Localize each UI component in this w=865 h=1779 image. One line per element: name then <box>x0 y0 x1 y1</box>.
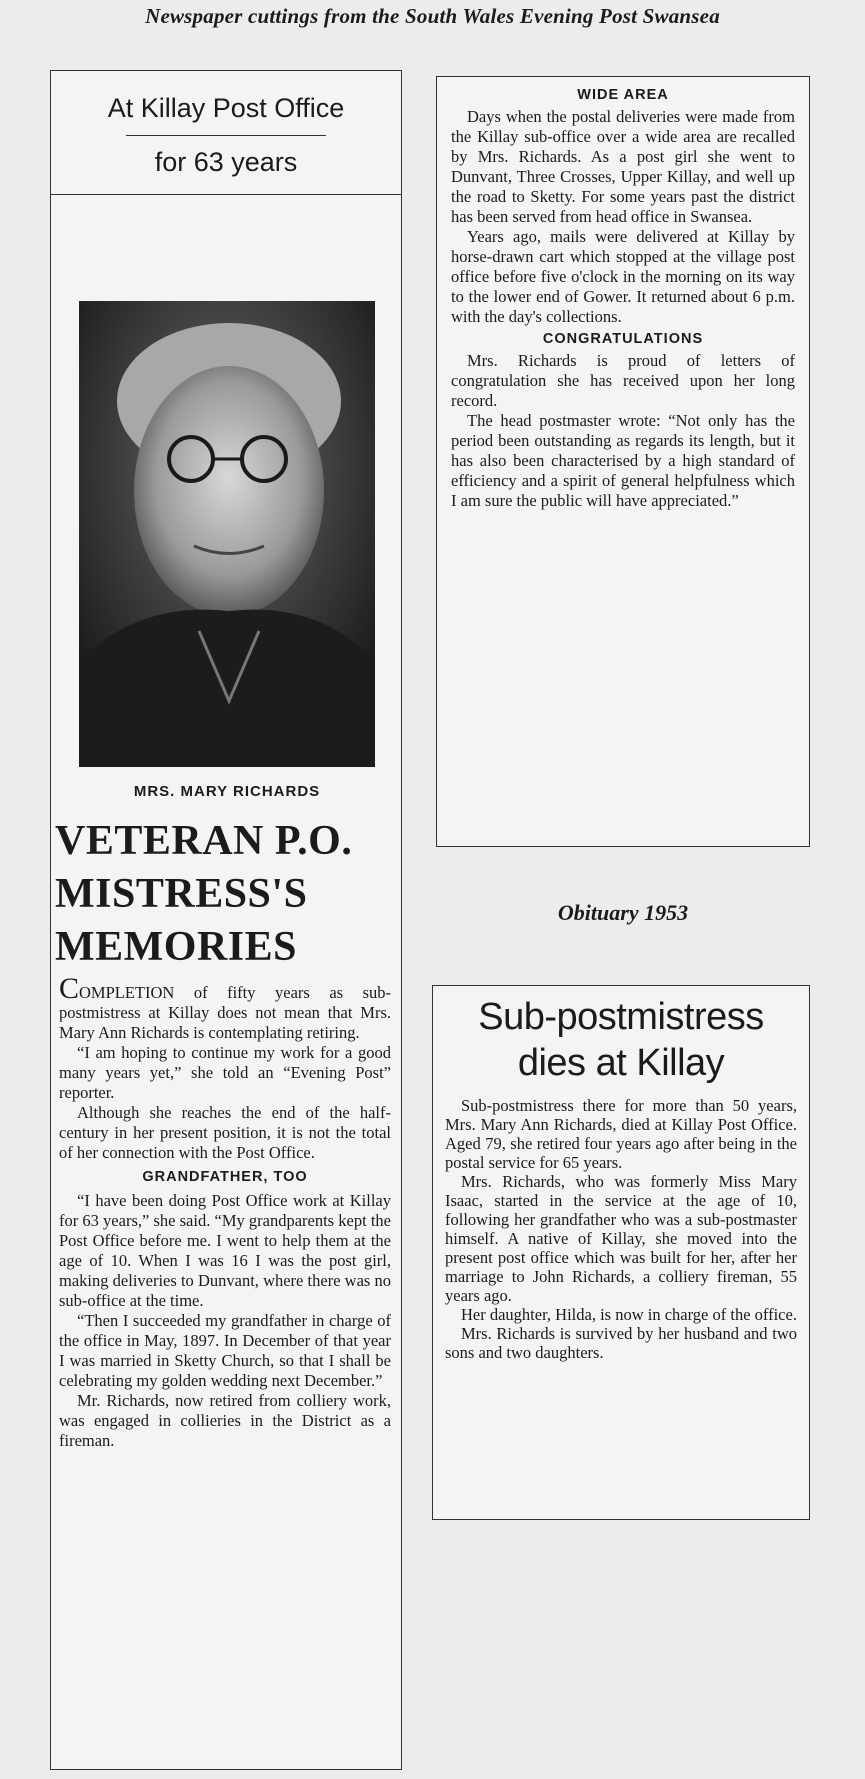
paragraph-text: OMPLETION of fifty years as sub-postmistress at Killay does not mean that Mrs. Mary Ann Richards is contemplating retiring. <box>59 983 391 1042</box>
title-box <box>51 71 401 195</box>
subheading: GRANDFATHER, TOO <box>142 1169 308 1185</box>
subheading: CONGRATULATIONS <box>542 331 704 347</box>
paragraph: The head postmaster wrote: “Not only has the period been outstanding as regards its length, but it has also been characterised by a high standard of efficiency and a spirit of general helpfulness which I am sure the public will have appreciated.” <box>451 411 795 510</box>
photo-caption: MRS. MARY RICHARDS <box>133 783 321 800</box>
obituary-title-line: Sub-postmistress <box>478 996 764 1038</box>
page-header: Newspaper cuttings from the South Wales Evening Post Swansea <box>145 4 720 28</box>
paragraph: Mrs. Richards is proud of letters of congratulation she has received upon her long record. <box>451 351 795 410</box>
paragraph: Her daughter, Hilda, is now in charge of the office. <box>461 1305 797 1324</box>
paragraph <box>59 972 391 1043</box>
cutting-obituary <box>432 985 810 1520</box>
paragraph: Mrs. Richards, who was formerly Miss Mary Isaac, started in the service at the age of 10, following her grandfather who was a sub-postmaster himself. A native of Killay, she moved into the present post office which was built for her, after her marriage to John Richards, a colliery fireman, 55 years ago. <box>445 1172 797 1305</box>
paragraph: “Then I succeeded my grandfather in charge of the office in May, 1897. In December of that year I was married in Sketty Church, so that I shall be celebrating my golden wedding next December.” <box>59 1311 391 1390</box>
cutting-subtitle: for 63 years <box>154 147 298 177</box>
cutting-veteran-po-mistress <box>50 70 402 1770</box>
portrait-photo <box>79 301 375 767</box>
paragraph: “I have been doing Post Office work at Killay for 63 years,” she said. “My grandparents kept the Post Office before me. I went to help them at the age of 10. When I was 16 I was the post girl, making deliveries to Dunvant, where there was no sub-office at the time. <box>59 1191 391 1310</box>
headline-line: MISTRESS'S <box>55 871 308 917</box>
headline-line: MEMORIES <box>55 924 298 970</box>
paragraph: “I am hoping to continue my work for a good many years yet,” she told an “Evening Post” reporter. <box>59 1043 391 1102</box>
article-body <box>59 972 391 1451</box>
headline-line: VETERAN P.O. <box>55 818 353 864</box>
paragraph: Years ago, mails were delivered at Killay by horse-drawn cart which stopped at the village post office before five o'clock in the morning on its way to the lower end of Gower. It returned about 6 p.m. with the day's collections. <box>451 227 795 326</box>
title-divider <box>126 135 326 136</box>
cutting-wide-area <box>436 76 810 847</box>
obituary-label: Obituary 1953 <box>557 900 689 925</box>
drop-cap: C <box>59 972 80 1005</box>
paragraph: Mr. Richards, now retired from colliery work, was engaged in collieries in the District as a fireman. <box>59 1391 391 1450</box>
paragraph: Although she reaches the end of the half-century in her present position, it is not the total of her connection with the Post Office. <box>59 1103 391 1162</box>
paragraph: Sub-postmistress there for more than 50 years, Mrs. Mary Ann Richards, died at Killay Post Office. Aged 79, she retired four years ago after being in the postal service for 65 years. <box>445 1096 797 1172</box>
paragraph: Days when the postal deliveries were made from the Killay sub-office over a wide area are recalled by Mrs. Richards. As a post girl she went to Dunvant, Three Crosses, Upper Killay, and well up the road to Sketty. For some years past the district has been served from head office in Swansea. <box>451 107 795 226</box>
obituary-title <box>445 994 797 1086</box>
headline <box>55 815 395 974</box>
paragraph: Mrs. Richards is survived by her husband and two sons and two daughters. <box>445 1324 797 1362</box>
subheading: WIDE AREA <box>577 87 669 103</box>
obituary-title-line: dies at Killay <box>517 1042 725 1084</box>
cutting-title: At Killay Post Office <box>107 93 345 123</box>
